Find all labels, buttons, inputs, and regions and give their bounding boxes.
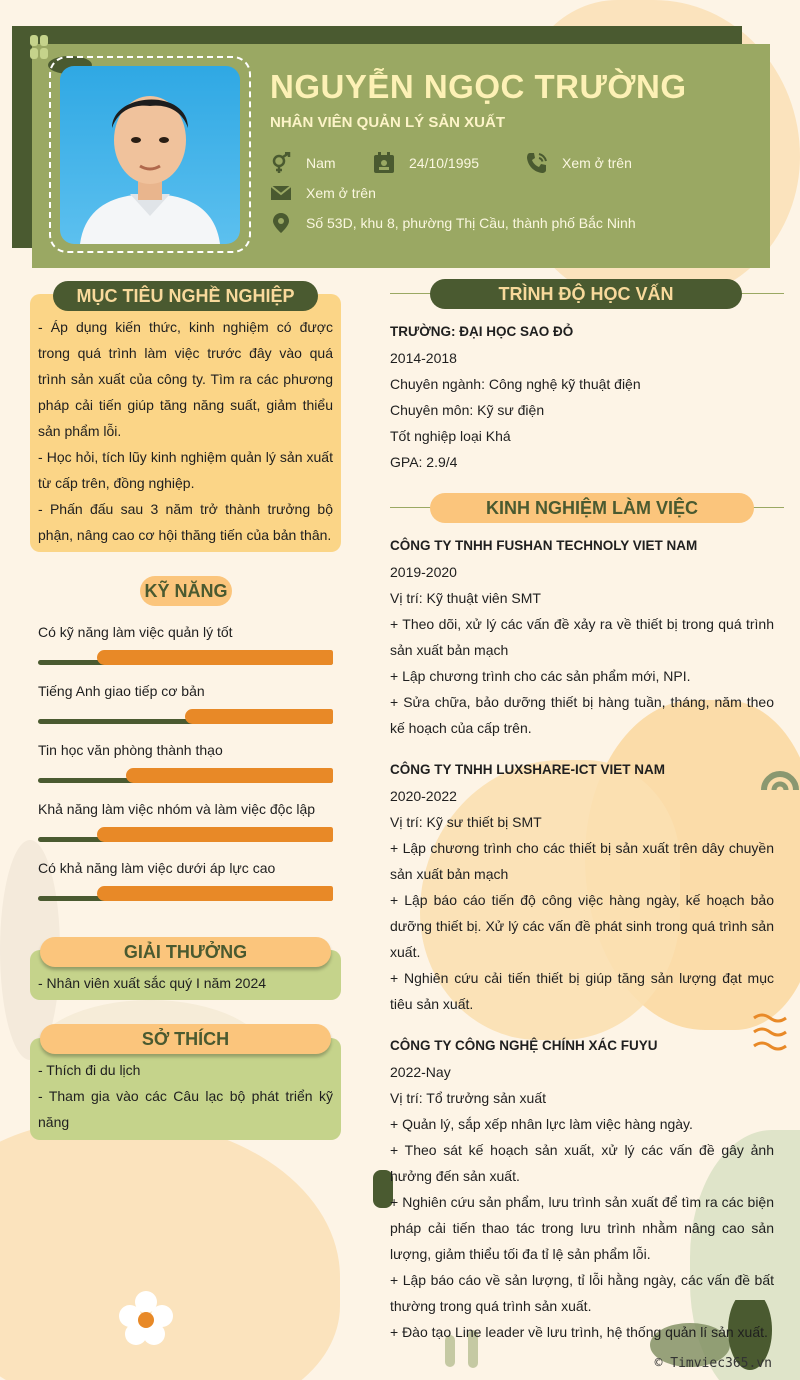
job-task: + Lập chương trình cho các sản phẩm mới, NPI. [390, 668, 691, 684]
company-name: CÔNG TY TNHH FUSHAN TECHNOLY VIET NAM [390, 538, 698, 553]
skill-bar-fill [185, 709, 333, 724]
education-line: 2014-2018 [390, 350, 457, 366]
objective-text [38, 314, 333, 548]
candidate-name: NGUYỄN NGỌC TRƯỜNG [270, 68, 687, 105]
candidate-position: NHÂN VIÊN QUẢN LÝ SẢN XUẤT [270, 114, 506, 131]
job-entry [390, 1033, 774, 1345]
job-entry [390, 533, 774, 741]
job-task: + Nghiên cứu cải tiến thiết bị giúp tăng sản lượng đạt mục tiêu sản xuất. [390, 970, 774, 1012]
job-period: 2019-2020 [390, 564, 457, 580]
skill-bar-fill [126, 768, 333, 783]
awards-title: GIẢI THƯỞNG [40, 937, 331, 967]
birthday-info [373, 152, 479, 174]
job-task: + Nghiên cứu sản phẩm, lưu trình sản xuất để tìm ra các biện pháp cải tiến thao tác trong lưu trình nhằm nâng cao sản lượng, giảm thiểu tối đa tỉ lệ sản phẩm lỗi. [390, 1194, 774, 1262]
email-value: Xem ở trên [306, 185, 376, 201]
gender-info [270, 152, 336, 174]
email-info [270, 182, 376, 204]
gender-value: Nam [306, 155, 336, 171]
job-role: Vị trí: Kỹ sư thiết bị SMT [390, 814, 542, 830]
hobby-item: - Thích đi du lịch [38, 1062, 141, 1078]
education-title: TRÌNH ĐỘ HỌC VẤN [430, 279, 742, 309]
skills-title: KỸ NĂNG [140, 576, 232, 606]
address-info [270, 212, 636, 234]
job-task: + Lập chương trình cho các thiết bị sản xuất trên dây chuyền sản xuất bản mạch [390, 840, 774, 882]
skill-bar-fill [97, 650, 333, 665]
hobbies-title: SỞ THÍCH [40, 1024, 331, 1054]
location-pin-icon [270, 212, 292, 234]
skill-label: Khả năng làm việc nhóm và làm việc độc lập [38, 801, 316, 817]
phone-icon [526, 152, 548, 174]
skill-label: Có khả năng làm việc dưới áp lực cao [38, 860, 276, 876]
experience-title: KINH NGHIỆM LÀM VIỆC [430, 493, 754, 523]
watermark: © Timviec365.vn [654, 1356, 772, 1371]
job-task: + Quản lý, sắp xếp nhân lực làm việc hàng ngày. [390, 1116, 693, 1132]
education-line: GPA: 2.9/4 [390, 454, 458, 470]
job-period: 2022-Nay [390, 1064, 451, 1080]
job-role: Vị trí: Tổ trưởng sản xuất [390, 1090, 547, 1106]
birthday-value: 24/10/1995 [409, 155, 480, 171]
education-section [390, 319, 774, 475]
skill-bar-fill [97, 827, 333, 842]
education-line: Tốt nghiệp loại Khá [390, 428, 511, 444]
skill-bar-fill [97, 886, 333, 901]
objective-item: - Áp dụng kiến thức, kinh nghiệm có được trong quá trình làm việc trước đây vào quá trình sản xuất của công ty. Tìm ra các phương pháp cải tiến giúp tăng năng suất, giảm thiểu sản phẩm lỗi. [38, 319, 333, 439]
envelope-icon [270, 182, 292, 204]
job-role: Vị trí: Kỹ thuật viên SMT [390, 590, 541, 606]
avatar [60, 66, 240, 244]
gender-icon [270, 152, 292, 174]
job-task: + Đào tạo Line leader về lưu trình, hệ thống quản lí sản xuất. [390, 1324, 768, 1340]
flower-icon [118, 1290, 174, 1346]
company-name: CÔNG TY CÔNG NGHỆ CHÍNH XÁC FUYU [390, 1038, 658, 1053]
education-line: Chuyên môn: Kỹ sư điện [390, 402, 545, 418]
company-name: CÔNG TY TNHH LUXSHARE-ICT VIET NAM [390, 762, 666, 777]
job-task: + Lập báo cáo về sản lượng, tỉ lỗi hằng ngày, các vấn đề bất thường trong quá trình sản xuất. [390, 1272, 774, 1314]
skill-label: Có kỹ năng làm việc quản lý tốt [38, 624, 233, 640]
calendar-icon [373, 152, 395, 174]
phone-value: Xem ở trên [562, 155, 632, 171]
education-line: Chuyên ngành: Công nghệ kỹ thuật điện [390, 376, 641, 392]
job-task: + Theo dõi, xử lý các vấn đề xảy ra về thiết bị trong quá trình sản xuất bản mạch [390, 616, 774, 658]
skill-label: Tin học văn phòng thành thạo [38, 742, 223, 758]
award-item: - Nhân viên xuất sắc quý I năm 2024 [38, 975, 267, 991]
address-value: Số 53D, khu 8, phường Thị Cầu, thành phố Bắc Ninh [306, 215, 636, 231]
objective-item: - Học hỏi, tích lũy kinh nghiệm quản lý sản xuất từ cấp trên, đồng nghiệp. [38, 449, 333, 491]
job-entry [390, 757, 774, 1017]
hobbies-text [38, 1057, 333, 1135]
phone-info [526, 152, 632, 174]
job-task: + Lập báo cáo tiến độ công việc hàng ngày, kế hoạch bảo dưỡng thiết bị. Xử lý các vấn đề phát sinh trong quá trình sản xuất. [390, 892, 774, 960]
school-name: TRƯỜNG: ĐẠI HỌC SAO ĐỎ [390, 324, 574, 339]
objective-title: MỤC TIÊU NGHỀ NGHIỆP [53, 281, 318, 311]
awards-text [38, 970, 333, 996]
job-period: 2020-2022 [390, 788, 457, 804]
objective-item: - Phấn đấu sau 3 năm trở thành trưởng bộ phận, nâng cao cơ hội thăng tiến của bản thân. [38, 501, 333, 543]
hobby-item: - Tham gia vào các Câu lạc bộ phát triển kỹ năng [38, 1088, 333, 1130]
job-task: + Theo sát kế hoạch sản xuất, xử lý các vấn đề gây ảnh hưởng đến sản xuất. [390, 1142, 774, 1184]
job-task: + Sửa chữa, bảo dưỡng thiết bị hàng tuần, tháng, năm theo kế hoạch của cấp trên. [390, 694, 774, 736]
skill-label: Tiếng Anh giao tiếp cơ bản [38, 683, 205, 699]
